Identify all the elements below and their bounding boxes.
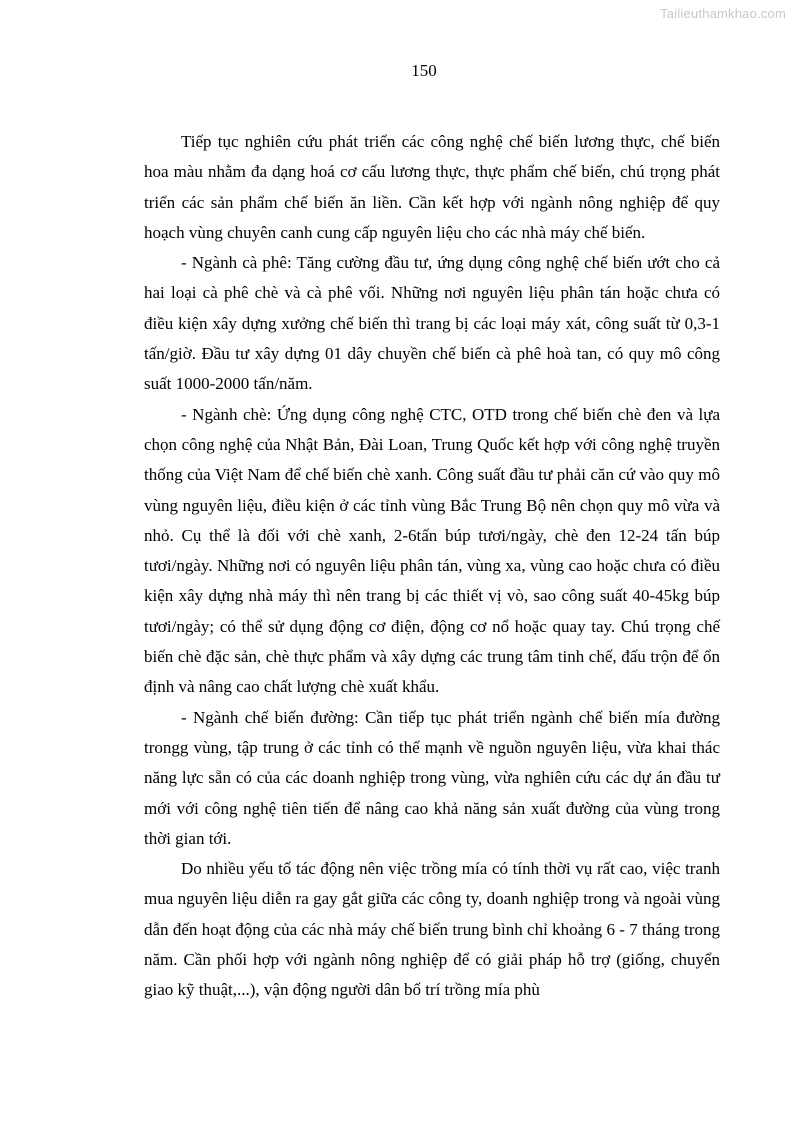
paragraph-sugar: - Ngành chế biến đường: Cần tiếp tục phát triển ngành chế biến mía đường trongg vùng, tập trung ở các tỉnh có thế mạnh về nguồn nguyên liệu, vừa khai thác năng lực sẵn có của các doanh nghiệp trong vùng, vừa nghiên cứu các dự án đầu tư mới với công nghệ tiên tiến để nâng cao khả năng sản xuất đường của vùng trong thời gian tới.	[144, 707, 720, 848]
page-number: 150	[411, 61, 437, 80]
paragraph-sugarcane-season: Do nhiều yếu tố tác động nên việc trồng mía có tính thời vụ rất cao, việc tranh mua nguyên liệu diễn ra gay gắt giữa các công ty, doanh nghiệp trong và ngoài vùng dẫn đến hoạt động của các nhà máy chế biến trung bình chỉ khoảng 6 - 7 tháng trong năm. Cần phối hợp với ngành nông nghiệp để có giải pháp hỗ trợ (giống, chuyển giao kỹ thuật,...), vận động người dân bố trí trồng mía phù	[144, 859, 720, 1000]
paragraph-tea: - Ngành chè: Ứng dụng công nghệ CTC, OTD trong chế biến chè đen và lựa chọn công nghệ của Nhật Bản, Đài Loan, Trung Quốc kết hợp với công nghệ truyền thống của Việt Nam để chế biến chè xanh. Công suất đầu tư phải căn cứ vào quy mô vùng nguyên liệu, điều kiện ở các tỉnh vùng Bắc Trung Bộ nên chọn quy mô vừa và nhỏ. Cụ thể là đối với chè xanh, 2-6tấn búp tươi/ngày, chè đen 12-24 tấn búp tươi/ngày. Những nơi có nguyên liệu phân tán, vùng xa, vùng cao hoặc chưa có điều kiện xây dựng nhà máy thì nên trang bị các thiết vị vò, sao công suất 40-45kg búp tươi/ngày; có thể sử dụng động cơ điện, động cơ nổ hoặc quay tay. Chú trọng chế biến chè đặc sản, chè thực phẩm và xây dựng các trung tâm tinh chế, đấu trộn để ổn định và nâng cao chất lượng chè xuất khẩu.	[144, 404, 720, 697]
document-body	[144, 127, 720, 1006]
paragraph-coffee: - Ngành cà phê: Tăng cường đầu tư, ứng dụng công nghệ chế biến ướt cho cả hai loại cà phê chè và cà phê vối. Những nơi nguyên liệu phân tán hoặc chưa có điều kiện xây dựng xưởng chế biến thì trang bị các loại máy xát, công suất từ 0,3-1 tấn/giờ. Đầu tư xây dựng 01 dây chuyền chế biến cà phê hoà tan, có quy mô công suất 1000-2000 tấn/năm.	[144, 253, 720, 394]
paragraph-food-processing: Tiếp tục nghiên cứu phát triển các công nghệ chế biến lương thực, chế biến hoa màu nhằm đa dạng hoá cơ cấu lương thực, thực phẩm chế biến, chú trọng phát triển các sản phẩm chế biến ăn liền. Cần kết hợp với ngành nông nghiệp để quy hoạch vùng chuyên canh cung cấp nguyên liệu cho các nhà máy chế biến.	[144, 132, 720, 242]
watermark: Tailieuthamkhao.com	[660, 6, 786, 21]
